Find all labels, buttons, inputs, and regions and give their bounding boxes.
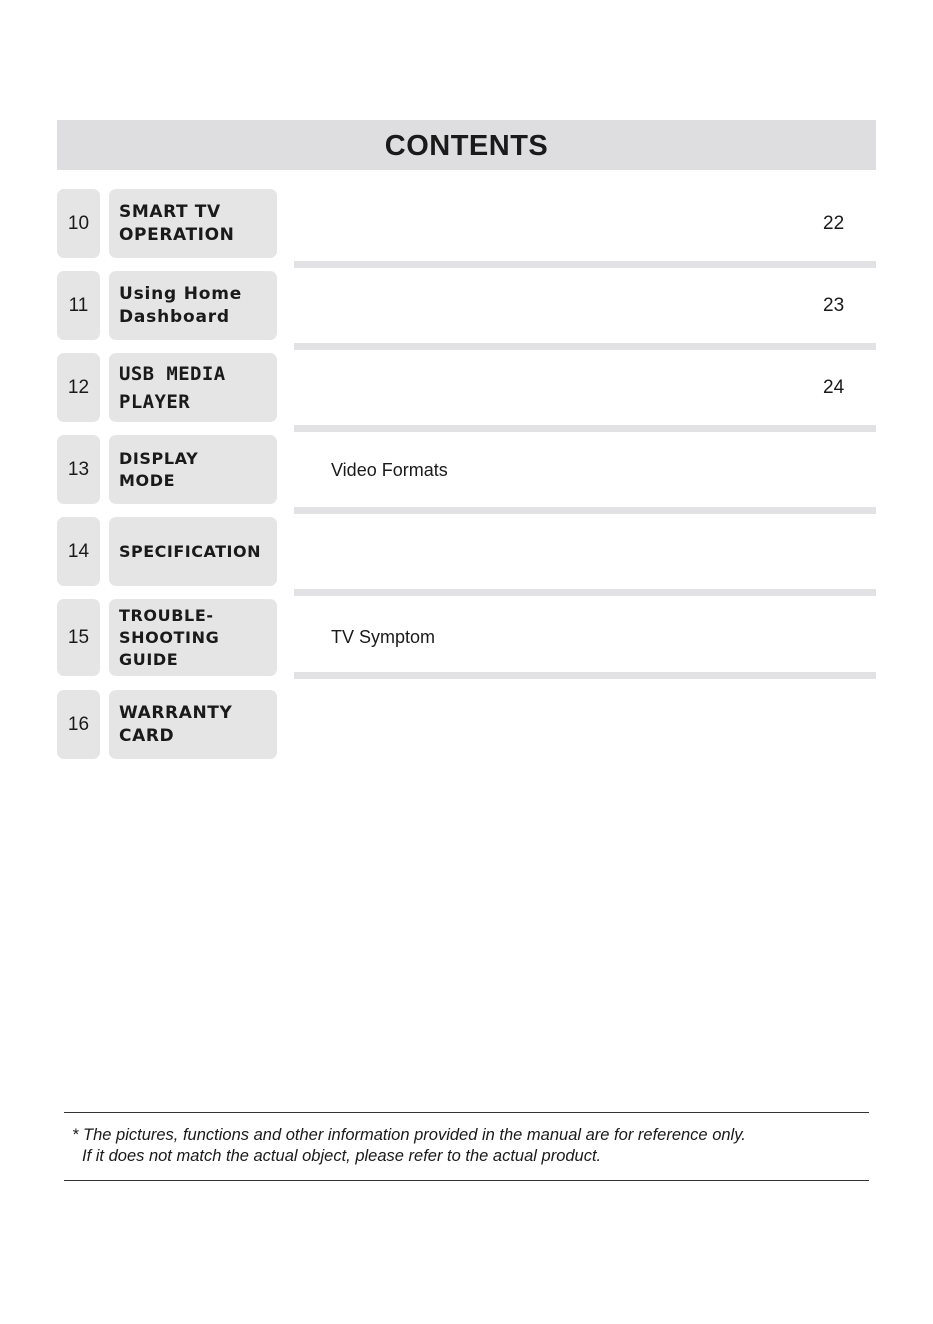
row-separator [294,261,876,268]
section-label-box [109,690,277,759]
section-subtitle: TV Symptom [331,627,436,647]
disclaimer-line: If it does not match the actual object, please refer to the actual product. [82,1147,602,1165]
page-number: 24 [823,377,845,398]
section-number: 15 [57,599,100,676]
section-label-line: USB MEDIA [119,362,226,385]
section-label-line: Dashboard [119,306,230,327]
section-label [119,702,232,748]
section-label-line: SMART TV [119,201,221,222]
section-label-line: MODE [119,470,176,490]
section-label-line: DISPLAY [119,448,199,468]
page-number: 23 [823,295,845,316]
contents-header [57,120,876,170]
row-separator [294,343,876,350]
section-label-line: PLAYER [119,390,191,413]
section-label [119,201,234,247]
row-separator [294,672,876,679]
disclaimer-top-rule [64,1112,869,1113]
page-number: 22 [823,213,845,234]
section-label-line: OPERATION [119,224,235,245]
section-label-box [109,353,277,422]
section-label [119,360,226,416]
section-label [119,605,219,671]
section-label-box [109,599,277,676]
section-label-line: SPECIFICATION [119,541,261,561]
section-subtitle: Video Formats [331,460,448,480]
section-label-box [109,189,277,258]
section-label [119,448,198,492]
section-label-line: Using Home [119,283,243,304]
section-label-line: GUIDE [119,649,179,669]
disclaimer-bottom-rule [64,1180,869,1181]
section-number: 11 [57,271,100,340]
section-number: 10 [57,189,100,258]
disclaimer-line: * The pictures, functions and other information provided in the manual are for reference only. [72,1126,746,1144]
section-label-box [109,271,277,340]
page-title: CONTENTS [384,129,549,162]
row-separator [294,507,876,514]
section-number: 16 [57,690,100,759]
row-separator [294,425,876,432]
section-label-line: WARRANTY [119,702,233,723]
section-number: 13 [57,435,100,504]
section-number: 14 [57,517,100,586]
section-label-box [109,517,277,586]
row-separator [294,589,876,596]
section-number: 12 [57,353,100,422]
section-label-line: SHOOTING [119,627,220,647]
disclaimer [72,1125,872,1167]
section-label [119,541,261,563]
section-label-box [109,435,277,504]
section-label [119,283,242,329]
section-label-line: CARD [119,725,175,746]
section-label-line: TROUBLE- [119,605,214,625]
